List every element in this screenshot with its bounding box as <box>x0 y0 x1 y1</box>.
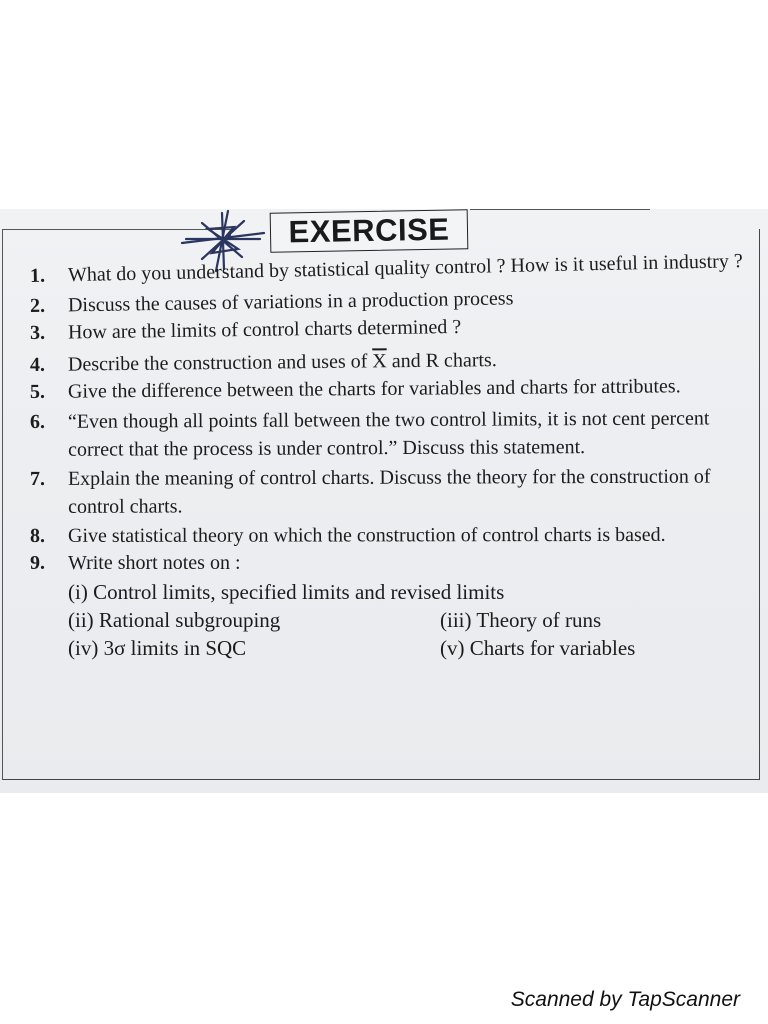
question-number: 7. <box>29 467 45 490</box>
question-text: Give the difference between the charts for variables and charts for attributes. <box>67 375 681 403</box>
question-text: Explain the meaning of control charts. Discuss the theory for the construction of control charts. <box>67 465 711 517</box>
scanned-page <box>0 209 768 793</box>
short-note-item: (iv) 3σ limits in SQC <box>68 635 247 660</box>
page-title: EXERCISE <box>288 211 450 250</box>
question-number: 3. <box>29 321 46 344</box>
question-item <box>30 463 754 521</box>
question-item <box>30 405 754 464</box>
question-text: How are the limits of control charts determined ? <box>67 315 462 344</box>
question-number: 6. <box>29 410 45 433</box>
question-number: 5. <box>29 380 46 403</box>
question-item <box>30 373 754 407</box>
question-item <box>30 550 754 578</box>
question-text: What do you understand by statistical quality control ? How is it useful in industry ? <box>67 250 743 287</box>
question-text: “Even though all points fall between the two control limits, it is not cent percent correct that the process is under control.” Discuss this statement. <box>67 406 710 460</box>
question-text: Write short notes on : <box>68 552 241 574</box>
short-note-item: (i) Control limits, specified limits and revised limits <box>68 579 505 604</box>
question-text: Give statistical theory on which the construction of control charts is based. <box>67 523 666 547</box>
top-rule <box>470 209 650 210</box>
short-note-row <box>68 634 754 662</box>
short-notes-list <box>68 578 754 662</box>
short-note-item: (iii) Theory of runs <box>440 607 602 632</box>
question-text: Discuss the causes of variations in a production process <box>67 286 514 316</box>
x-bar-symbol: $\overline{X}$ <box>372 349 387 372</box>
question-text-part: Describe the construction and uses of <box>67 349 373 376</box>
question-number: 1. <box>29 264 46 287</box>
short-note-row <box>68 578 754 606</box>
question-list <box>29 250 754 662</box>
question-number: 9. <box>30 552 45 574</box>
question-item <box>30 521 754 550</box>
question-number: 4. <box>29 353 46 376</box>
scanner-watermark: Scanned by TapScanner <box>510 988 740 1011</box>
question-number: 2. <box>29 294 46 317</box>
short-note-item: (v) Charts for variables <box>440 635 636 660</box>
exercise-title-box <box>270 209 469 252</box>
short-note-item: (ii) Rational subgrouping <box>68 607 281 632</box>
question-number: 8. <box>29 524 46 547</box>
short-note-row <box>68 606 754 634</box>
question-text-part: and R charts. <box>386 348 497 372</box>
